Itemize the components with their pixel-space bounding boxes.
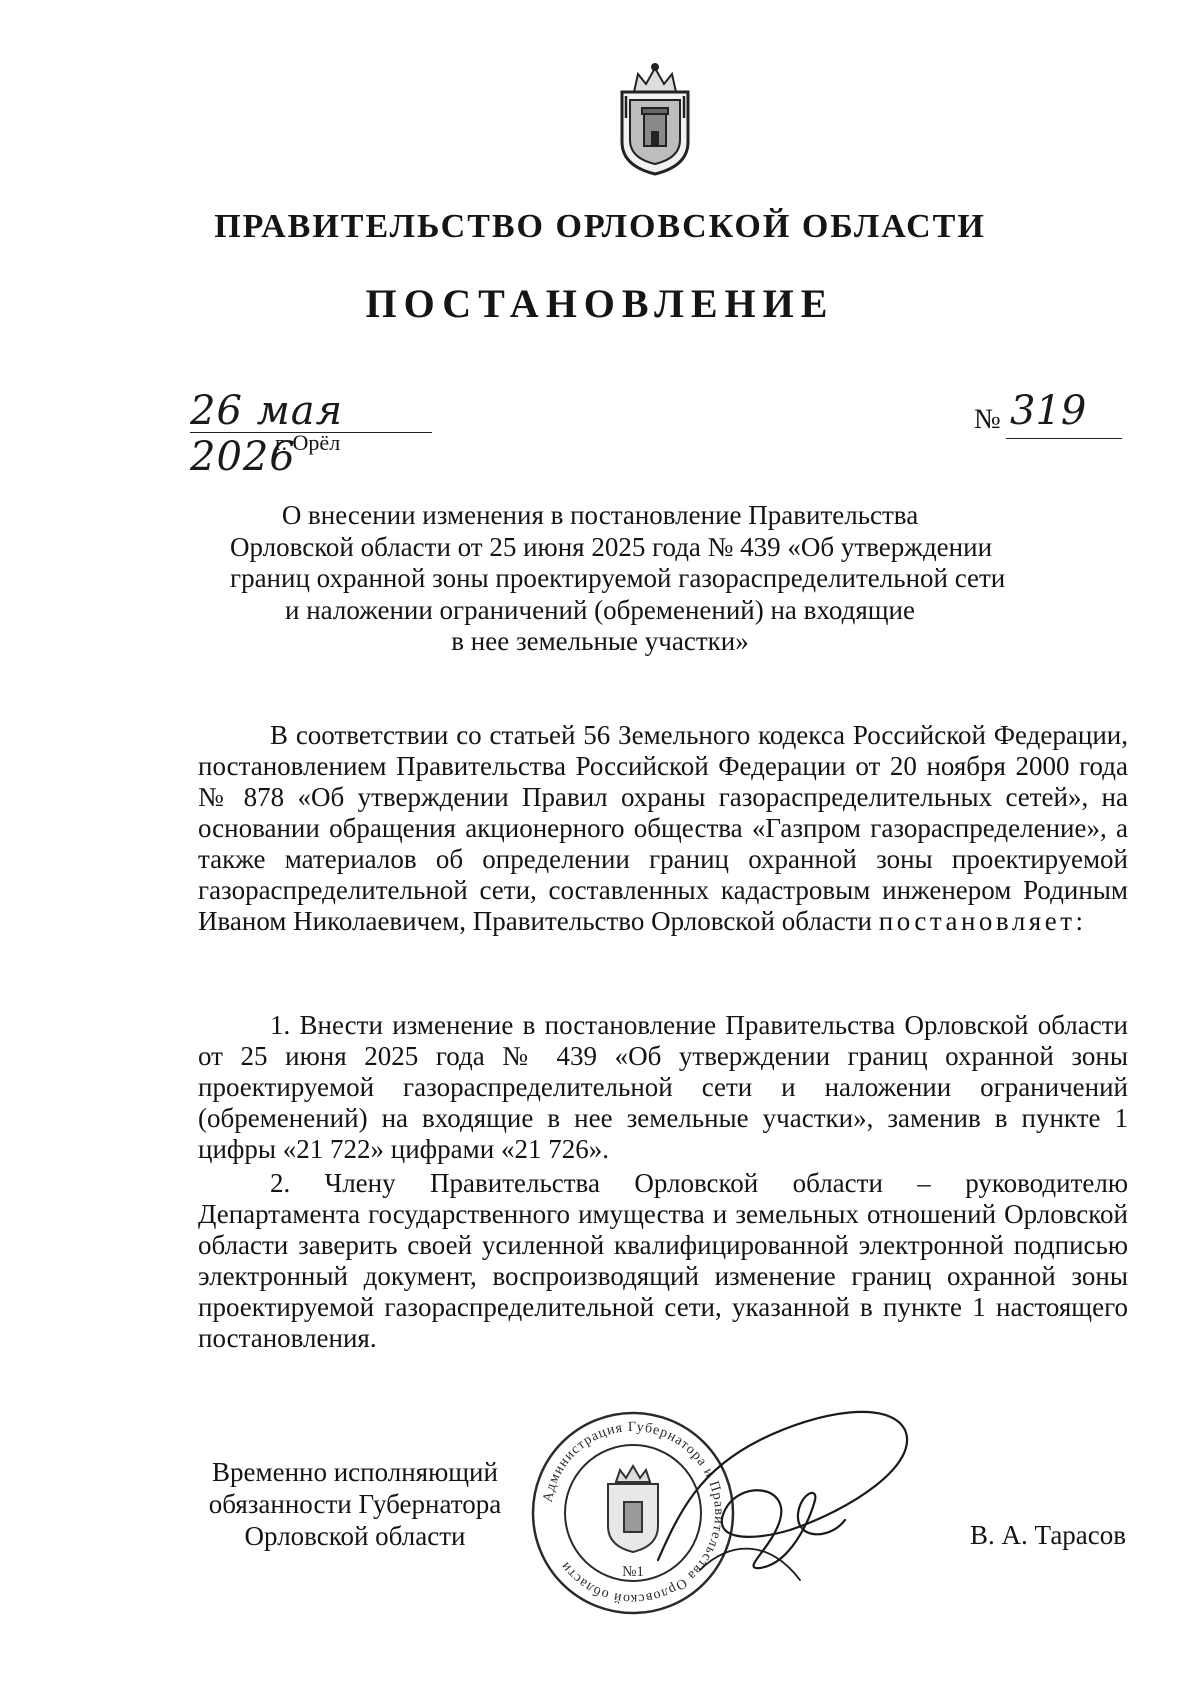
- coat-of-arms-emblem: [612, 62, 698, 178]
- signatory-title-line: Орловской области: [244, 1521, 466, 1551]
- document-number-label: №: [974, 404, 1001, 435]
- preamble-text: В соответствии со статьей 56 Земельного кодекса Российской Федерации, постановлением Правительства Российской Федерации от 20 ноября 2000 года № 878 «Об утверждении Правил охраны газораспределительных сетей», на основании обращения акционерного общества «Газпром газораспределение», а также материалов об определении границ охранной зоны проектируемой газораспределительной сети, составленных кадастровым инженером Родиным Иваном Николаевичем, Правительство Орловской области: [198, 720, 1128, 936]
- seal-text: Администрация Губернатора и Правительства Орловской области: [540, 1419, 727, 1607]
- organization-name: ПРАВИТЕЛЬСТВО ОРЛОВСКОЙ ОБЛАСТИ: [214, 208, 986, 245]
- document-date: 26 мая 2026: [190, 388, 344, 480]
- signatory-title: [205, 1456, 505, 1552]
- document-number: 319: [1010, 388, 1087, 434]
- title-line: и наложении ограничений (обременений) на входящие: [285, 594, 915, 625]
- decree-item-2: [198, 1168, 1128, 1354]
- signatory-title-line: Временно исполняющий: [212, 1457, 498, 1487]
- title-line: О внесении изменения в постановление Правительства: [281, 500, 919, 530]
- number-underline: [1006, 438, 1122, 439]
- handwritten-signature: [640, 1390, 930, 1590]
- document-title: [230, 500, 1006, 658]
- title-line: Орловской области от 25 июня 2025 года № 439 «Об утверждении: [230, 531, 993, 562]
- signatory-name: В. А. Тарасов: [970, 1520, 1127, 1550]
- item-1-text: 1. Внести изменение в постановление Правительства Орловской области от 25 июня 2025 года № 439 «Об утверждении границ охранной зоны проектируемой газораспределительной сети и наложении ограничений (обременений) на входящие в нее земельные участки», заменив в пункте 1 цифры «21 722» цифрами «21 726».: [198, 1010, 1128, 1164]
- decree-item-1: [198, 1010, 1128, 1165]
- item-2-text: 2. Члену Правительства Орловской области – руководителю Департамента государственного имущества и земельных отношений Орловской области заверить своей усиленной квалифицированной электронной подписью электронный документ, воспроизводящий изменение границ охранной зоны проектируемой газораспределительной сети, указанной в пункте 1 настоящего постановления.: [198, 1168, 1128, 1353]
- decree-word: постановляет:: [878, 906, 1087, 936]
- title-line: в нее земельные участки»: [451, 626, 749, 656]
- preamble-paragraph: [198, 720, 1128, 937]
- document-city: г. Орёл: [275, 430, 341, 455]
- title-line: границ охранной зоны проектируемой газораспределительной сети: [230, 563, 1006, 593]
- signatory-title-line: обязанности Губернатора: [208, 1489, 502, 1519]
- document-type: ПОСТАНОВЛЕНИЕ: [365, 281, 835, 326]
- seal-number: №1: [622, 1564, 644, 1580]
